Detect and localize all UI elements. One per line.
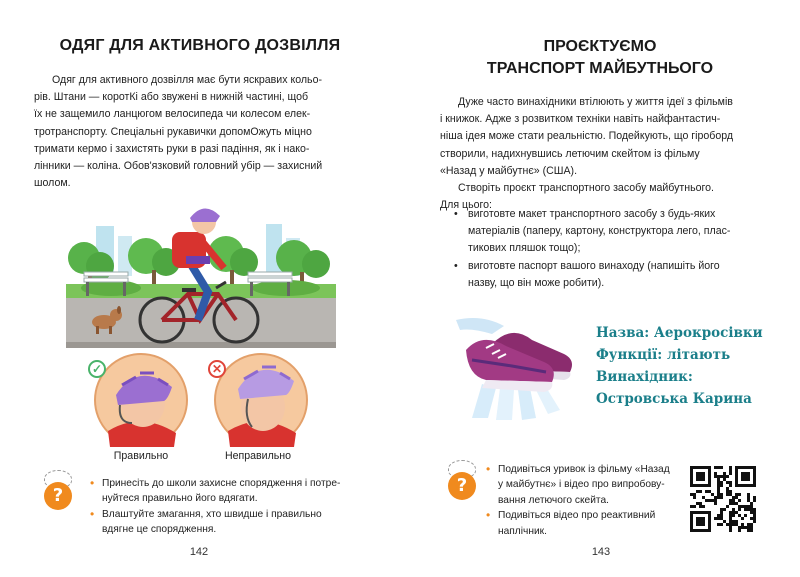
invention-functions: Функції: літають xyxy=(596,347,731,363)
list-item xyxy=(486,462,686,508)
text-line: їх не защемило ланцюгом велосипеда чи колесом елек- xyxy=(34,108,311,121)
question-cat-icon: ? xyxy=(444,460,480,500)
page-number-right: 143 xyxy=(591,546,611,558)
flying-sneakers-illustration xyxy=(452,314,582,424)
text-line: • Принесіть до школи захисне спорядження і потре- xyxy=(102,478,341,489)
page-right xyxy=(400,0,800,577)
page-number-left: 142 xyxy=(189,546,209,558)
page-title-right xyxy=(400,36,800,80)
invention-inventor-name: Островська Карина xyxy=(596,391,752,407)
cross-icon: ✕ xyxy=(208,360,226,378)
text-line: тримати кермо і захистять руки в разі падіння, як і нако- xyxy=(34,142,310,155)
text-line: рів. Штани — коротКі або звужені в нижній частині, щоб xyxy=(34,91,309,104)
text-line: тротранспорту. Спеціальні рукавички допомОжуть міцно xyxy=(34,125,312,138)
text-line: Дуже часто винахідники втілюють у життя ідеї з фільмів xyxy=(458,96,733,108)
caption-correct: Правильно xyxy=(113,450,169,462)
task-list-right xyxy=(486,462,686,539)
text-line: Одяг для активного дозвілля має бути яскравих кольо- xyxy=(52,74,323,86)
text-line: нуйтеся правильно його вдягати. xyxy=(102,493,258,505)
text-line: матеріалів (паперу, картону, конструктора лего, плас- xyxy=(468,225,731,238)
task-list-left xyxy=(90,476,360,538)
title-line: ПРОЄКТУЄМО xyxy=(543,38,657,55)
text-line: • Подивіться відео про реактивний xyxy=(498,510,656,522)
text-line: • Влаштуйте змагання, хто швидше і правильно xyxy=(102,508,322,520)
list-item xyxy=(486,508,686,539)
text-line: • виготовте паспорт вашого винаходу (напишіть його xyxy=(468,259,720,272)
text-line: ніша ідея може стати реальністю. Подейкують, що гіроборд xyxy=(440,130,734,143)
text-line: Для цього: xyxy=(440,199,492,212)
text-line: назву, що він може робити). xyxy=(468,276,605,289)
text-line: і книжок. Адже з розвитком техніки навіть найфантастич- xyxy=(440,113,721,126)
list-item xyxy=(90,476,360,507)
text-line: Створіть проєкт транспортного засобу майбутнього. xyxy=(458,182,715,195)
question-cat-icon: ? xyxy=(40,470,76,510)
qr-code[interactable] xyxy=(690,466,756,532)
text-line: шолом. xyxy=(34,177,71,190)
text-line: вдягне це спорядження. xyxy=(102,524,217,536)
text-line: «Назад у майбутнє» (США). xyxy=(440,164,578,177)
list-item xyxy=(452,206,756,258)
check-icon: ✓ xyxy=(88,360,106,378)
list-item xyxy=(90,507,360,538)
caption-incorrect: Неправильно xyxy=(224,450,292,462)
intro-paragraph-right xyxy=(440,94,756,214)
text-line: • виготовте макет транспортного засобу з будь-яких xyxy=(468,208,716,220)
text-line: лінники — коліна. Обов'язковий головний убір — захисний xyxy=(34,160,323,173)
project-steps-list xyxy=(452,206,756,292)
text-line: наплічник. xyxy=(498,525,547,537)
text-line: вання летючого скейта. xyxy=(498,494,609,506)
text-line: у майбутнє» і відео про випробову- xyxy=(498,479,665,491)
text-line: створили, надихнувшись летючим скейтом із фільму xyxy=(440,147,700,160)
text-line: • Подивіться уривок із фільму «Назад xyxy=(498,464,670,475)
invention-inventor-label: Винахідник: xyxy=(596,369,693,385)
list-item xyxy=(452,258,756,292)
title-line: ТРАНСПОРТ МАЙБУТНЬОГО xyxy=(486,60,714,77)
page-title-left: ОДЯГ ДЛЯ АКТИВНОГО ДОЗВІЛЛЯ xyxy=(59,37,341,54)
invention-passport xyxy=(596,322,796,410)
intro-paragraph-left xyxy=(34,72,360,192)
text-line: тикових пляшок тощо); xyxy=(468,242,581,255)
cyclist-park-illustration xyxy=(66,196,336,356)
invention-name: Назва: Аерокросівки xyxy=(596,325,763,341)
